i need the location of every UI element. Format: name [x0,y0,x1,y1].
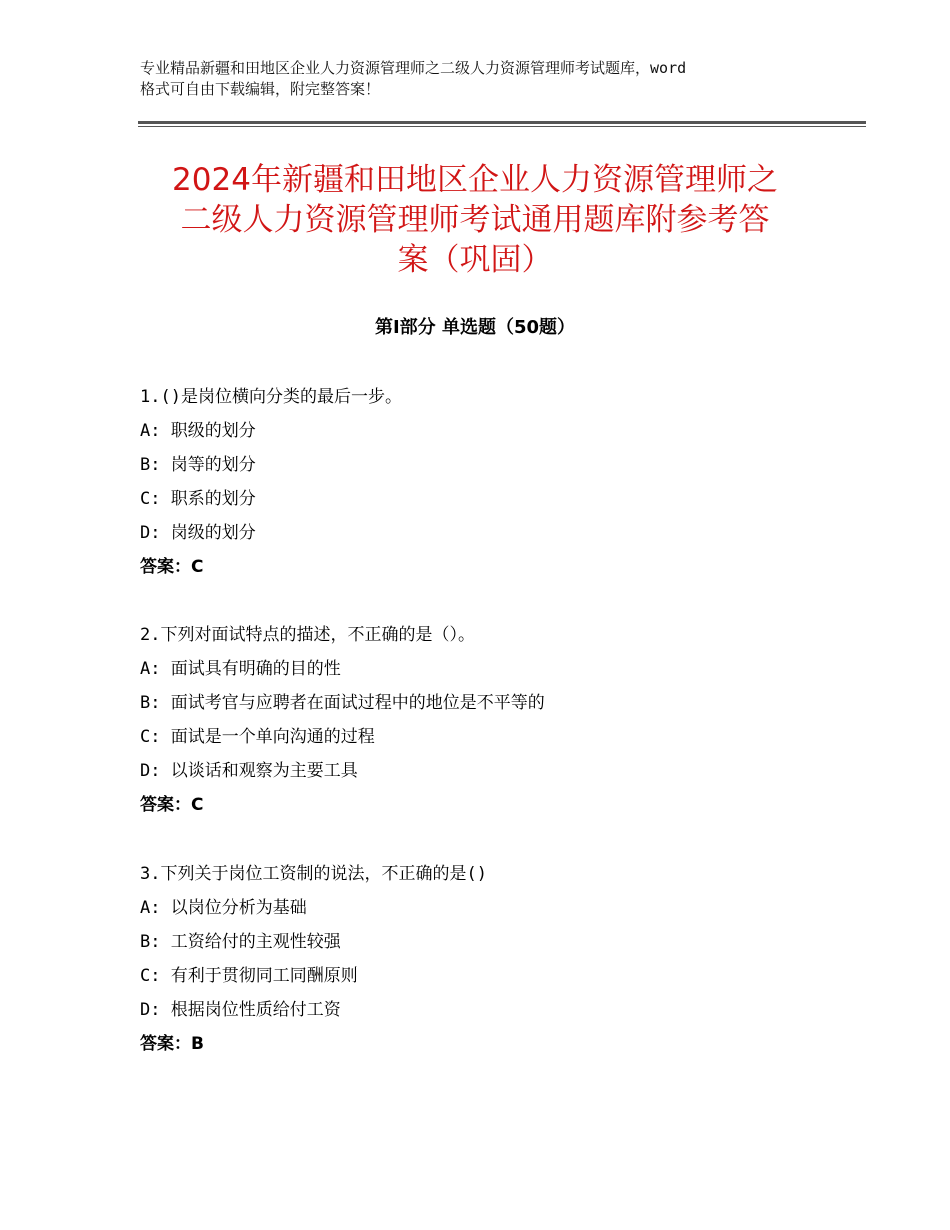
document-title-line-2: 二级人力资源管理师考试通用题库附参考答 [180,202,770,238]
question-2 [140,618,840,822]
header-note [140,58,830,100]
question-stem: 2.下列对面试特点的描述，不正确的是（）。 [140,625,475,645]
question-1 [140,380,840,584]
answer-key: 答案：C [140,795,204,815]
document-title-line-1: 2024年新疆和田地区企业人力资源管理师之 [172,162,778,198]
option-b: B: 工资给付的主观性较强 [140,932,341,952]
option-a: A: 职级的划分 [140,421,256,441]
question-3 [140,857,840,1061]
document-title-line-3: 案（巩固） [397,242,553,278]
option-b: B: 面试考官与应聘者在面试过程中的地位是不平等的 [140,693,545,713]
header-note-line-2: 格式可自由下载编辑，附完整答案！ [140,80,381,98]
option-b: B: 岗等的划分 [140,455,256,475]
question-stem: 1.()是岗位横向分类的最后一步。 [140,387,402,407]
option-a: A: 面试具有明确的目的性 [140,659,341,679]
option-d: D: 根据岗位性质给付工资 [140,1000,341,1020]
answer-key: 答案：C [140,557,204,577]
header-divider-thick [138,121,866,124]
header-divider-thin [138,126,866,127]
section-heading: 第Ⅰ部分 单选题（50题） [374,317,575,338]
option-a: A: 以岗位分析为基础 [140,898,307,918]
option-c: C: 面试是一个单向沟通的过程 [140,727,375,747]
question-stem: 3.下列关于岗位工资制的说法，不正确的是() [140,864,487,884]
option-c: C: 职系的划分 [140,489,256,509]
option-d: D: 以谈话和观察为主要工具 [140,761,358,781]
option-c: C: 有利于贯彻同工同酬原则 [140,966,358,986]
option-d: D: 岗级的划分 [140,523,256,543]
header-note-line-1: 专业精品新疆和田地区企业人力资源管理师之二级人力资源管理师考试题库，word [140,59,687,77]
document-title [120,160,830,280]
answer-key: 答案：B [140,1034,204,1054]
